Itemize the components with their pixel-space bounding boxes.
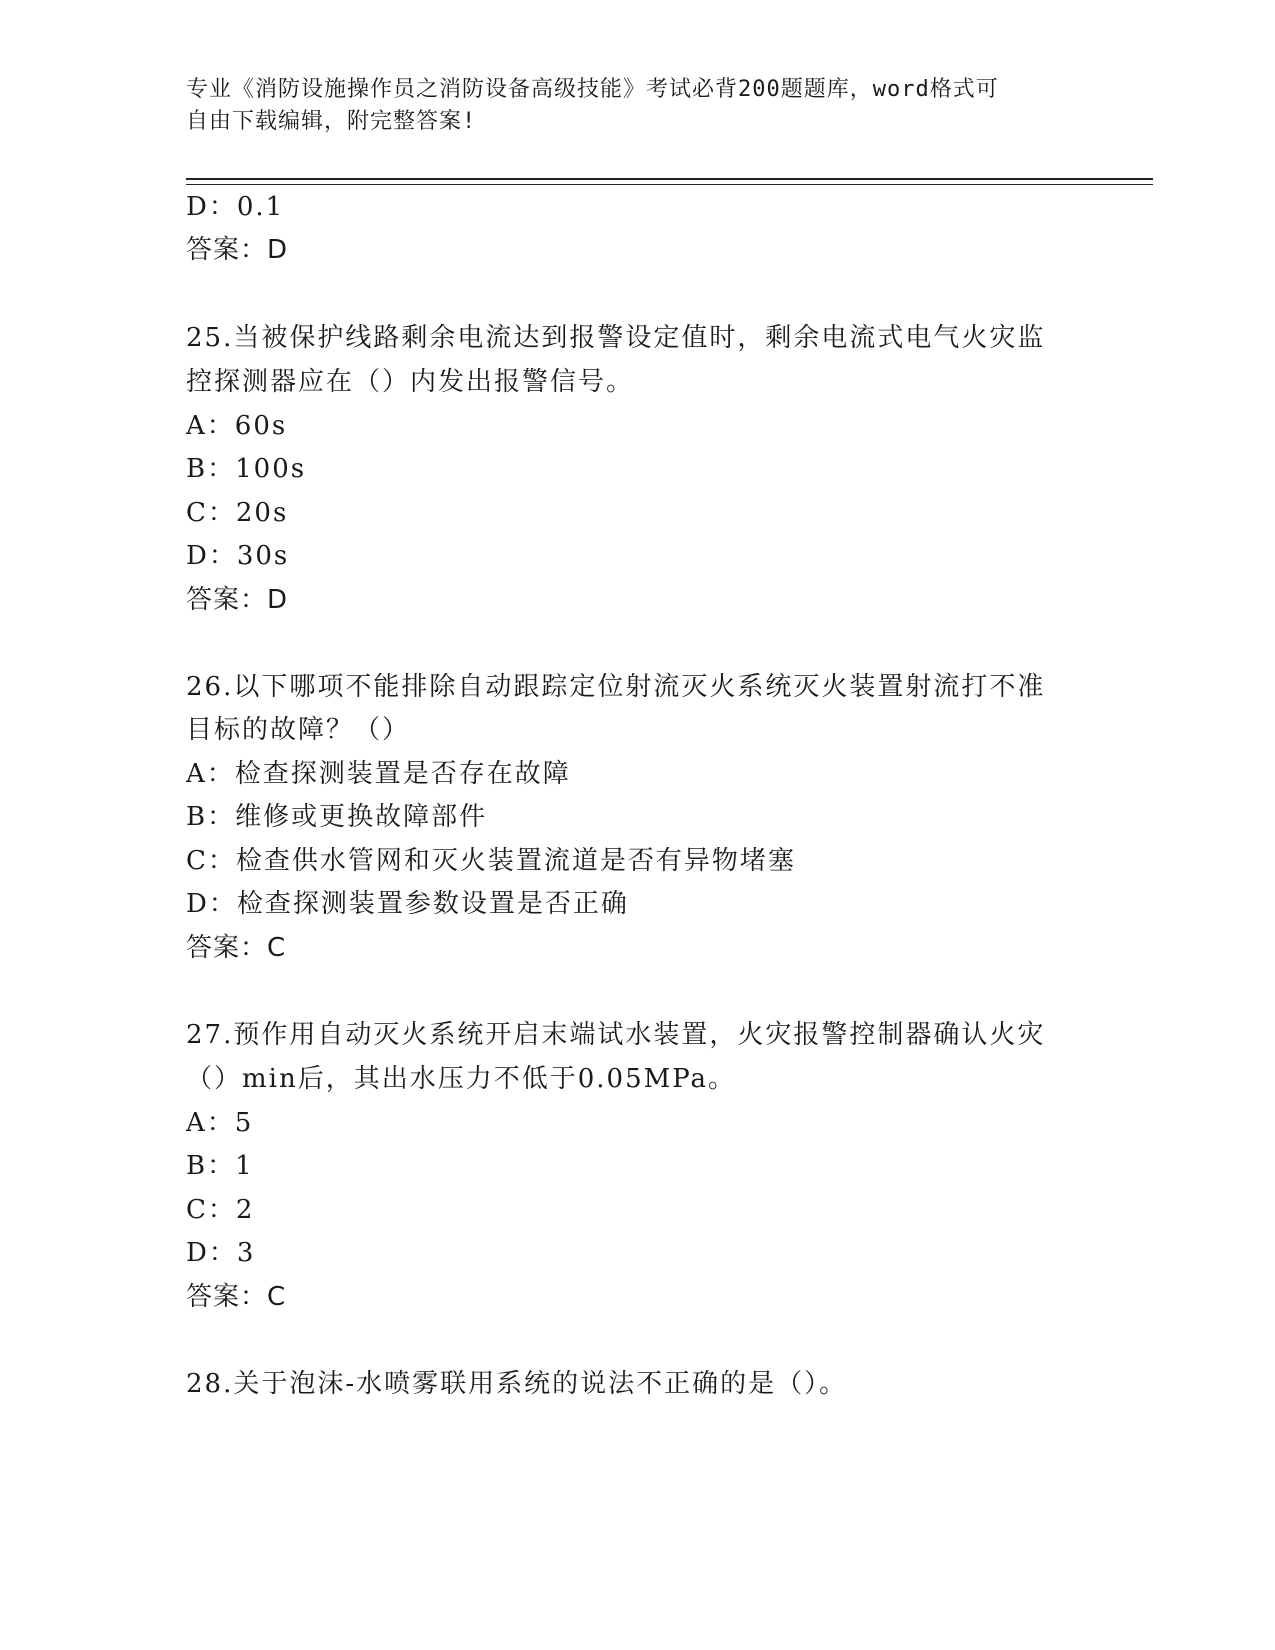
question-25-stem-line-1: 25.当被保护线路剩余电流达到报警设定值时，剩余电流式电气火灾监 — [186, 323, 1046, 353]
question-28-stem-line-1: 28.关于泡沫-水喷雾联用系统的说法不正确的是（）。 — [186, 1369, 848, 1399]
question-27-stem-line-1: 27.预作用自动灭火系统开启末端试水装置，火灾报警控制器确认火灾 — [186, 1020, 1046, 1050]
question-25-option-b: B：100s — [186, 454, 307, 484]
question-26-stem-line-2: 目标的故障？（） — [186, 715, 411, 745]
question-26-option-d: D：检查探测装置参数设置是否正确 — [186, 889, 629, 919]
question-26-option-b: B：维修或更换故障部件 — [186, 802, 488, 832]
question-27-answer: 答案：C — [186, 1282, 287, 1312]
question-27-option-d: D：3 — [186, 1238, 256, 1268]
header-title-line-1: 专业《消防设施操作员之消防设备高级技能》考试必背200题题库，word格式可 — [186, 77, 999, 102]
question-25-option-a: A：60s — [186, 411, 288, 441]
question-26-option-a: A：检查探测装置是否存在故障 — [186, 759, 571, 789]
question-27-option-b: B：1 — [186, 1151, 254, 1181]
question-25-option-c: C：20s — [186, 498, 289, 528]
answer-line: 答案：D — [186, 235, 289, 265]
option-d: D：0.1 — [186, 192, 285, 222]
question-25-stem-line-2: 控探测器应在（）内发出报警信号。 — [186, 367, 635, 397]
question-27-option-a: A：5 — [186, 1108, 254, 1138]
question-27-option-c: C：2 — [186, 1195, 255, 1225]
header-title-line-2: 自由下载编辑，附完整答案! — [186, 109, 477, 134]
header-divider-thick — [186, 178, 1153, 180]
document-header — [186, 74, 1066, 138]
question-26-stem-line-1: 26.以下哪项不能排除自动跟踪定位射流灭火系统灭火装置射流打不准 — [186, 672, 1046, 702]
question-26-answer: 答案：C — [186, 933, 287, 963]
question-27-stem-line-2: （）min后，其出水压力不低于0.05MPa。 — [186, 1064, 737, 1094]
question-25-option-d: D：30s — [186, 541, 290, 571]
question-26-option-c: C：检查供水管网和灭火装置流道是否有异物堵塞 — [186, 846, 796, 876]
question-25-answer: 答案：D — [186, 585, 289, 615]
header-divider-thin — [186, 184, 1153, 185]
